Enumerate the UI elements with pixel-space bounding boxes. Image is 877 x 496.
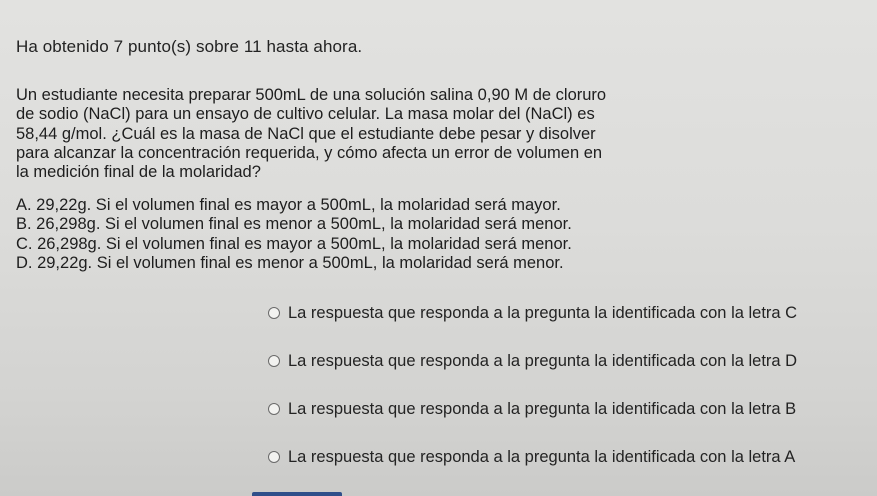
question-line: Un estudiante necesita preparar 500mL de una solución salina 0,90 M de cloruro [16, 86, 607, 104]
statement-option-c: C. 26,298g. Si el volumen final es mayor a 500mL, la molaridad será menor. [16, 234, 572, 253]
answer-label[interactable]: La respuesta que responda a la pregunta la identificada con la letra D [288, 351, 798, 370]
question-line: 58,44 g/mol. ¿Cuál es la masa de NaCl que el estudiante debe pesar y disolver [16, 124, 596, 143]
question-text [16, 86, 686, 182]
radio-button[interactable] [268, 307, 280, 319]
answer-option-a[interactable] [268, 445, 868, 469]
question-line: para alcanzar la concentración requerida, y cómo afecta un error de volumen en [16, 143, 603, 162]
partial-button-edge[interactable] [252, 492, 342, 496]
question-line: de sodio (NaCl) para un ensayo de cultivo celular. La masa molar del (NaCl) es [16, 105, 595, 124]
radio-button[interactable] [268, 451, 280, 463]
statement-option-b: B. 26,298g. Si el volumen final es menor a 500mL, la molaridad será menor. [16, 215, 572, 234]
radio-button[interactable] [268, 403, 280, 415]
answer-option-d[interactable] [268, 349, 868, 373]
answer-label[interactable]: La respuesta que responda a la pregunta la identificada con la letra A [288, 447, 796, 466]
answer-option-c[interactable] [268, 301, 868, 325]
answer-label[interactable]: La respuesta que responda a la pregunta la identificada con la letra B [288, 399, 797, 418]
answer-label[interactable]: La respuesta que responda a la pregunta la identificada con la letra C [288, 303, 798, 322]
statement-option-d: D. 29,22g. Si el volumen final es menor a 500mL, la molaridad será menor. [16, 254, 564, 273]
answer-option-b[interactable] [268, 397, 868, 421]
answer-radio-group [268, 301, 868, 493]
statement-options [16, 196, 572, 274]
statement-option-a: A. 29,22g. Si el volumen final es mayor a 500mL, la molaridad será mayor. [16, 196, 561, 214]
radio-button[interactable] [268, 355, 280, 367]
question-line: la medición final de la molaridad? [16, 163, 261, 182]
score-status: Ha obtenido 7 punto(s) sobre 11 hasta ahora. [16, 37, 363, 56]
